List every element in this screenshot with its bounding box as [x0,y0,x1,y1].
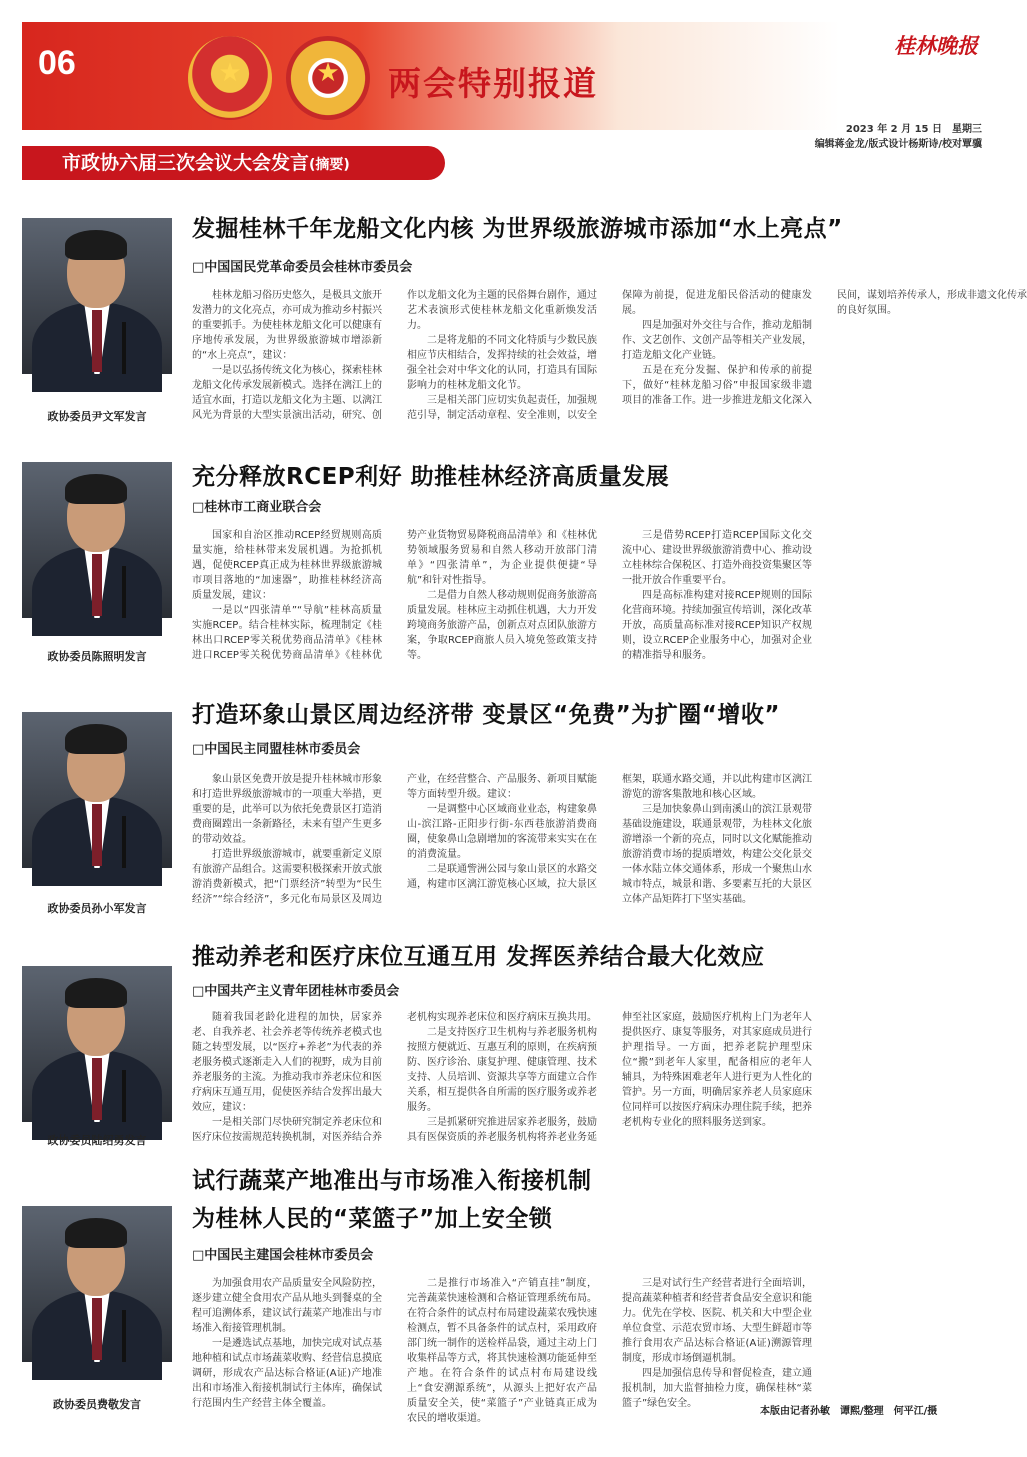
paragraph: 一是调整中心区域商业业态，构建象鼻山-滨江路-正阳步行街-东西巷旅游消费商圈，使象鼻山急剧增加的客流带来实实在在的消费流量。 [407,804,597,860]
header-title: 两会特别报道 [388,64,598,103]
masthead-logo: 桂林晚报 [894,34,978,58]
article-body [192,772,812,912]
paragraph: 四是加强信息传导和督促检查，建立通报机制，加大监督抽检力度，确保桂林“菜篮子”绿色安全。 [622,1368,812,1409]
paragraph: 一是以“四张清单”“导航”桂林高质量实施RCEP。结合桂林实际，梳理制定《桂林出口RCEP零关税优势商品清单》《桂林进口RCEP零关税优势商品清单》《桂林优势产业货物贸易降税商品清单》和《桂林优势领域服务贸易和自然人移动开放部门清单》“四张清单”，为企业提供便捷“导航”和针对性指导。 [192,530,597,661]
paragraph: 四是高标准构建对接RCEP规则的国际化营商环境。持续加强宣传培训，深化改革开放，高质量高标准对接RCEP知识产权规则，设立RCEP企业服务中心，加强对企业的精准指导和服务。 [622,590,812,661]
photo-caption: 政协委员陆绍勇发言 [47,1134,147,1147]
photo-caption: 政协委员陈照明发言 [47,650,147,663]
article-title: 推动养老和医疗床位互通互用 发挥医养结合最大化效应 [192,944,765,970]
speaker-photo [22,966,172,1122]
paragraph: 二是将龙船的不同文化特质与少数民族相应节庆相结合，发挥持续的社会效益，增强全社会对中华文化的认同，打造具有国际影响力的桂林龙船文化节。 [407,335,597,391]
paragraph: 桂林龙船习俗历史悠久，是极具文旅开发潜力的文化亮点，亦可成为推动乡村振兴的重要抓手。为使桂林龙船文化可以健康有序地传承发展，为世界级旅游城市增添新的“水上亮点”，建议： [192,290,382,361]
paragraph: 二是推行市场准入“产销直挂”制度，完善蔬菜快速检测和合格证管理系统布局。在符合条件的试点村布局建设蔬菜农残快速检测点，暂不具备条件的试点村，采用政府部门统一制作的送检样品袋，通过主动上门收集样品等方式，将其快速检测功能延伸至产地。在符合条件的试点村布局建设线上“食安溯源系统”，从源头上把好农产品质量安全关，使“菜篮子”产业链真正成为农民的增收渠道。 [407,1278,597,1424]
date: 2023 年 2 月 15 日 星期三 [845,124,982,135]
article-body [192,1276,812,1426]
paragraph: 三是对试行生产经营者进行全面培训，提高蔬菜种植者和经营者食品安全意识和能力。优先在学校、医院、机关和大中型企业单位食堂、示范农贸市场、大型生鲜超市等推行食用农产品达标合格证(A证)溯源管理制度，形成市场倒逼机制。 [622,1278,812,1364]
speaker-photo [22,462,172,618]
article-3 [22,696,984,918]
paragraph: 二是借力自然人移动规则促商务旅游高质量发展。桂林应主动抓住机遇，大力开发跨境商务旅游产品，创新点对点团队旅游方案，争取RCEP商旅人员入境免签政策支持等。 [407,590,597,661]
dateline [815,122,982,152]
paragraph: 国家和自治区推动RCEP经贸规则高质量实施，给桂林带来发展机遇。为抢抓机遇，促使RCEP真正成为桂林世界级旅游城市项目落地的“加速器”，助推桂林经济高质量发展，建议： [192,530,382,601]
article-body [192,528,812,668]
cppcc-emblem-icon: ★ [286,36,370,120]
speaker-photo [22,218,172,374]
article-title: 发掘桂林千年龙船文化内核 为世界级旅游城市添加“水上亮点” [192,216,843,242]
speaker-photo [22,712,172,868]
article-title: 充分释放RCEP利好 助推桂林经济高质量发展 [192,464,670,490]
article-1 [22,216,1027,436]
section-label: 市政协六届三次会议大会发言 [62,152,310,174]
paragraph: 象山景区免费开放是提升桂林城市形象和打造世界级旅游城市的一项重大举措，更重要的是，此举可以为依托免费景区打造消费商圈蹚出一条新路径，未来有望产生更多的带动效益。 [192,774,382,845]
paragraph: 打造世界级旅游城市，就要重新定义原有旅游产品组合。这需要积极探索开放式旅游消费新模式，把“门票经济”转型为“民生经济”“综合经济”，多元化布局景区及周边产业，在经营整合、产品服务、新项目赋能等方面转型升级。建议： [192,774,597,905]
paragraph: 三是加快象鼻山到南溪山的滨江景观带基础设施建设，联通景观带，为桂林文化旅游增添一个新的亮点，同时以文化赋能推动旅游消费市场的提质增效，构建公交化景交一体水陆立体交通体系，形成一个聚焦山水城市特点，城景和谐、多要素互托的大景区立体产品矩阵打下坚实基础。 [622,804,812,905]
article-org: □中国共产主义青年团桂林市委员会 [192,984,400,999]
paragraph: 一是相关部门尽快研究制定养老床位和医疗床位按需规范转换机制，对医养结合养老机构实现养老床位和医疗病床互换共用。 [192,1012,597,1143]
paragraph: 五是在充分发掘、保护和传承的前提下，做好“桂林龙船习俗”申报国家级非遗项目的准备工作。进一步推进龙船文化深入民间，谋划培养传承人，形成非遗文化传承的良好氛围。 [622,290,1027,406]
paragraph: 三是借势RCEP打造RCEP国际文化交流中心、建设世界级旅游消费中心、推动设立桂林综合保税区、打造外商投资集聚区等一批开放合作重要平台。 [622,530,812,586]
article-org: □中国民主同盟桂林市委员会 [192,742,361,757]
speaker-photo [22,1206,172,1362]
photo-credit: 本版由记者孙敏 谭熙/整理 何平江/摄 [760,1406,938,1417]
paragraph: 一是遴选试点基地，加快完成对试点基地种植和试点市场蔬菜收购、经营信息摸底调研，形成农产品达标合格证(A证)产地准出和市场准入衔接机制试行主体库，确保试行范围内生产经营主体全覆盖。 [192,1338,382,1409]
article-title: 试行蔬菜产地准出与市场准入衔接机制 [192,1168,592,1194]
article-org: □中国国民党革命委员会桂林市委员会 [192,260,413,275]
section-banner [22,146,445,180]
paragraph: 三是相关部门应切实负起责任，加强规范引导，制定活动章程、安全准则，以安全保障为前提，促进龙船民俗活动的健康发展。 [407,290,812,421]
national-emblem-icon: ★ [188,36,272,120]
editors: 编辑蒋金龙/版式设计杨斯诗/校对覃骥 [814,139,982,150]
article-2 [22,458,984,668]
photo-caption: 政协委员费敬发言 [53,1398,141,1411]
paragraph: 随着我国老龄化进程的加快，居家养老、自我养老、社会养老等传统养老模式也随之转型发展，以“医疗+养老”为代表的养老服务模式逐渐走入人们的视野，成为目前养老服务的主流。为推动我市养老床位和医疗病床互通互用，促使医养结合发挥出最大效应，建议： [192,1012,382,1113]
paragraph: 四是加强对外交往与合作，推动龙船制作、文艺创作、文创产品等相关产业发展，打造龙船文化产业链。 [622,320,812,361]
article-5 [22,1162,984,1422]
article-title-line-2: 为桂林人民的“菜篮子”加上安全锁 [192,1206,553,1232]
page-number: 06 [38,44,76,82]
paragraph: 二是支持医疗卫生机构与养老服务机构按照方便就近、互惠互利的原则，在疾病预防、医疗诊治、康复护理、健康管理、技术支持、人员培训、资源共享等方面建立合作关系，相互提供各自所需的医疗服务或养老服务。 [407,1027,597,1113]
article-title: 打造环象山景区周边经济带 变景区“免费”为扩圈“增收” [192,702,780,728]
article-org: □桂林市工商业联合会 [192,500,322,515]
paragraph: 为加强食用农产品质量安全风险防控，逐步建立健全食用农产品从地头到餐桌的全程可追溯体系，建议试行蔬菜产地准出与市场准入衔接管理机制。 [192,1278,382,1334]
article-4 [22,938,984,1152]
photo-caption: 政协委员孙小军发言 [47,902,147,915]
paragraph: 一是以弘扬传统文化为核心，探索桂林龙船文化传承发展新模式。选择在漓江上的适宜水面，打造以龙船文化为主题、以漓江风光为背景的大型实景演出活动，研究、创作以龙船文化为主题的民俗舞台剧作，通过艺术表演形式使桂林龙船文化重新焕发活力。 [192,290,597,421]
article-org: □中国民主建国会桂林市委员会 [192,1248,374,1263]
article-body [192,288,1027,428]
section-sub: (摘要) [309,157,350,173]
article-body [192,1010,812,1150]
paragraph: 二是联通訾洲公园与象山景区的水路交通，构建市区漓江游览核心区域，拉大景区框架，联通水路交通，并以此构建市区漓江游览的游客集散地和核心区域。 [407,774,812,890]
photo-caption: 政协委员尹文军发言 [47,410,147,423]
paragraph: 三是抓紧研究推进居家养老服务，鼓励具有医保资质的养老服务机构将养老业务延伸至社区家庭，鼓励医疗机构上门为老年人提供医疗、康复等服务，对其家庭成员进行护理指导。一方面，把养老院护理型床位“搬”到老年人家里，配备相应的老年人辅具，为特殊困难老年人进行更为人性化的管护。另一方面，明确居家养老人员家庭床位同样可以按医疗病床办理住院手续，把养老机构专业化的照料服务送到家。 [407,1012,812,1143]
